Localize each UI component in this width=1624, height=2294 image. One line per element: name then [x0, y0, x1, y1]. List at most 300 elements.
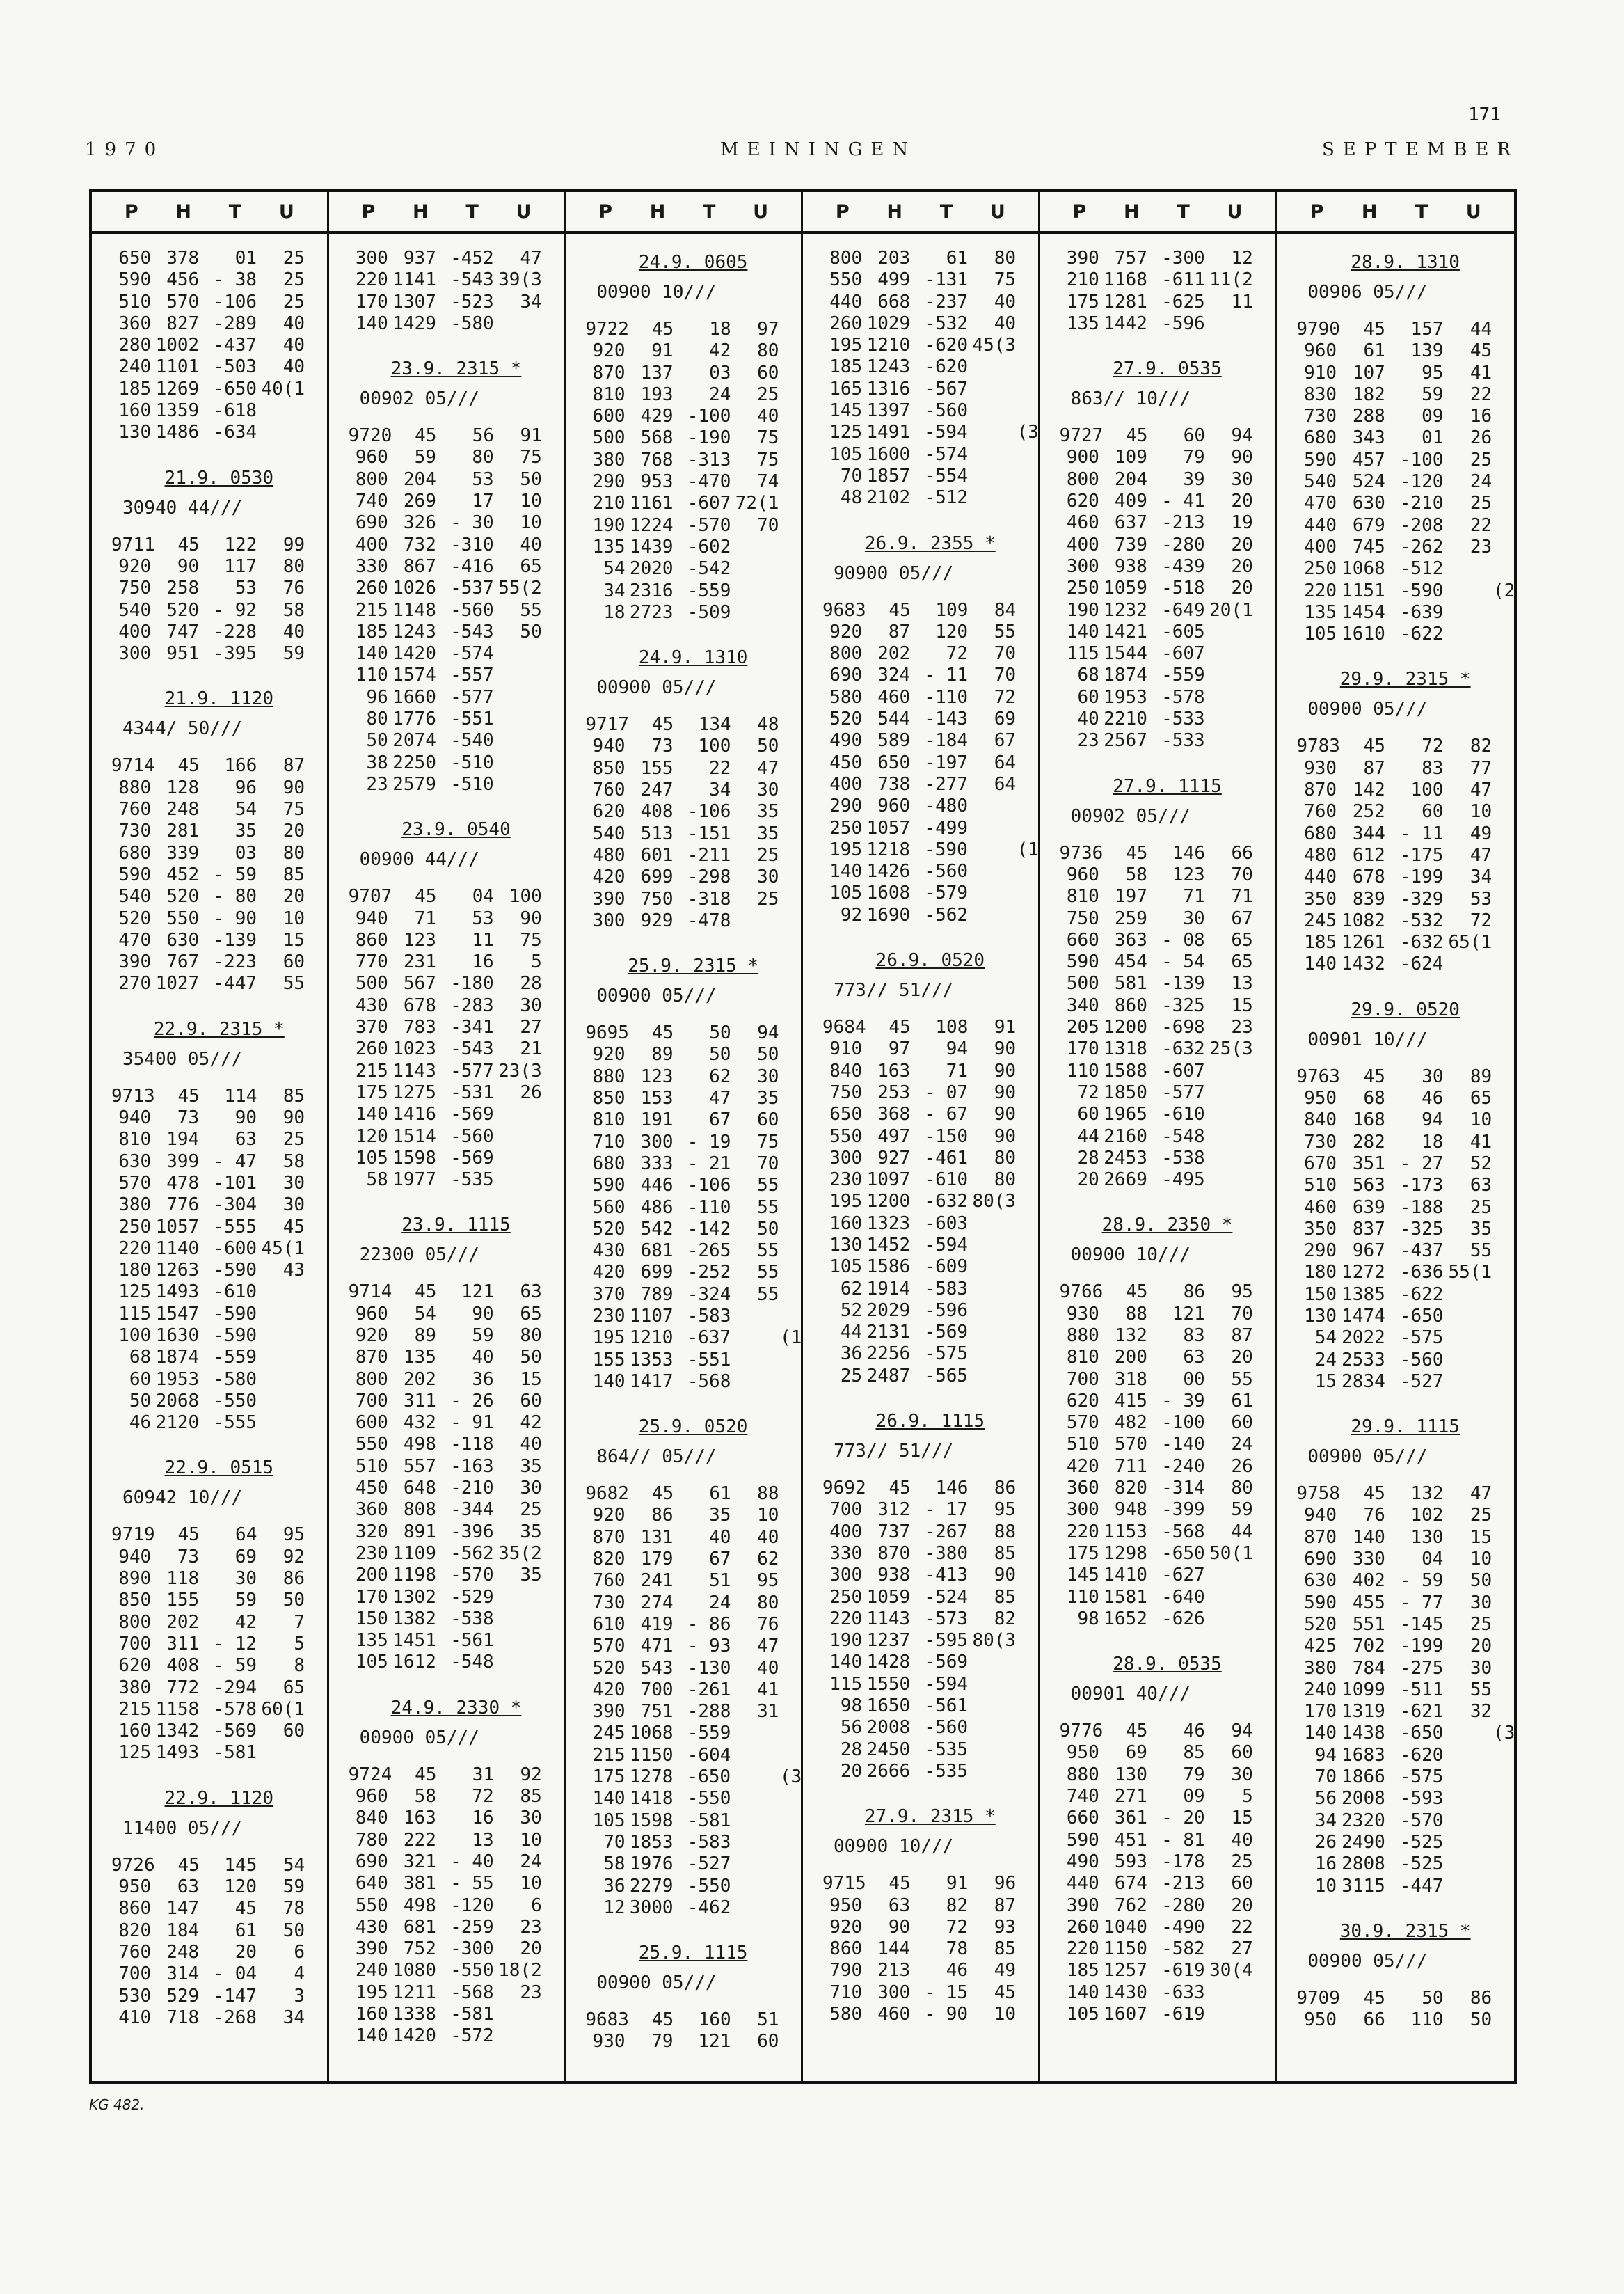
table-cell	[542, 752, 564, 774]
table-cell: 247	[640, 780, 674, 801]
table-row	[822, 687, 1038, 709]
table-cell	[1443, 1350, 1492, 1371]
table-row	[111, 951, 327, 973]
table-cell: 40	[282, 313, 305, 334]
table-cell: - 93	[687, 1636, 731, 1657]
table-cell: 9724	[348, 1764, 392, 1785]
table-cell: -611	[1161, 269, 1205, 291]
table-cell	[542, 1608, 564, 1630]
table-cell: 30	[1231, 468, 1253, 490]
table-cell: 60	[1231, 1742, 1253, 1764]
table-cell: -199	[1399, 867, 1444, 888]
table-cell: 860	[118, 1898, 152, 1920]
table-cell	[494, 730, 542, 752]
table-cell: -188	[1399, 1196, 1444, 1218]
table-cell: - 92	[213, 599, 257, 621]
table-row	[1296, 910, 1514, 932]
sounding-code: 4344/ 50///	[122, 718, 243, 740]
table-cell: 179	[640, 1549, 674, 1570]
table-cell: 1141	[392, 269, 436, 291]
table-cell	[1016, 1279, 1038, 1300]
table-cell: 490	[829, 730, 863, 752]
table-cell	[1492, 1240, 1514, 1262]
table-cell: 1068	[1342, 558, 1385, 580]
table-row	[349, 1917, 564, 1938]
table-cell	[542, 1434, 564, 1455]
table-cell	[1492, 493, 1514, 514]
table-cell: 2008	[866, 1717, 911, 1739]
table-cell: 69	[1125, 1742, 1147, 1764]
table-cell: 20	[1231, 1894, 1253, 1916]
table-cell: -561	[450, 1630, 494, 1652]
table-cell: -594	[924, 1673, 969, 1695]
table-cell: -535	[450, 1169, 494, 1191]
table-cell: 870	[592, 1526, 626, 1548]
table-cell	[779, 1505, 801, 1526]
table-cell	[1253, 1521, 1275, 1543]
table-cell: 245	[592, 1723, 626, 1744]
table-cell	[1253, 1742, 1275, 1764]
table-cell	[257, 1281, 305, 1303]
table-cell: -145	[1399, 1613, 1444, 1635]
table-cell: -510	[450, 752, 494, 773]
table-cell: 1243	[392, 621, 436, 642]
table-cell: 46	[129, 1412, 152, 1434]
table-row	[349, 1104, 564, 1125]
table-cell: 35	[757, 801, 779, 823]
table-cell: -106	[213, 291, 257, 313]
table-cell: 590	[592, 1175, 626, 1196]
table-cell	[542, 930, 564, 951]
table-cell: 680	[1304, 823, 1337, 844]
table-cell	[779, 515, 801, 537]
table-cell: 258	[166, 578, 200, 599]
table-row	[822, 313, 1038, 335]
table-cell	[305, 843, 327, 864]
table-cell: 260	[829, 313, 863, 334]
table-cell: 1316	[866, 378, 911, 400]
table-cell: 30	[757, 1066, 779, 1087]
table-cell: 9719	[111, 1524, 155, 1546]
table-cell	[305, 1151, 327, 1173]
table-cell: -395	[213, 643, 257, 665]
table-cell: 300	[1066, 1499, 1099, 1521]
table-cell: 204	[403, 468, 436, 490]
table-cell: 290	[829, 796, 863, 817]
table-row	[1060, 1587, 1275, 1608]
table-row	[1060, 665, 1275, 686]
table-row	[349, 1082, 564, 1104]
table-row	[111, 1260, 327, 1281]
table-cell: 168	[1352, 1109, 1385, 1131]
table-row	[585, 1483, 801, 1505]
table-cell: -610	[1161, 1104, 1205, 1125]
table-cell: 1486	[155, 422, 200, 443]
table-cell: 91	[651, 340, 674, 362]
table-cell	[1492, 1679, 1514, 1701]
table-cell: 1278	[629, 1766, 674, 1788]
table-row	[1060, 535, 1275, 556]
table-row	[1296, 1810, 1514, 1832]
table-cell: 680	[592, 1153, 626, 1174]
table-cell	[779, 1306, 801, 1327]
table-cell: 250	[829, 817, 863, 839]
table-cell: 690	[355, 512, 388, 534]
table-cell: 415	[1114, 1390, 1147, 1411]
table-cell: -559	[687, 1723, 731, 1744]
table-cell: 30	[282, 1194, 305, 1216]
table-cell: 274	[640, 1592, 674, 1613]
table-cell	[542, 248, 564, 269]
table-cell: 87	[1231, 1324, 1253, 1346]
table-cell: -559	[687, 580, 731, 601]
table-cell: 620	[1066, 491, 1099, 512]
table-cell	[1016, 1256, 1038, 1278]
table-row	[822, 248, 1038, 269]
table-cell	[1016, 1565, 1038, 1586]
table-row	[1296, 1219, 1514, 1240]
table-cell	[305, 1281, 327, 1303]
table-cell	[731, 1897, 779, 1919]
table-cell	[305, 1876, 327, 1898]
table-cell: 430	[592, 1240, 626, 1262]
table-cell: 220	[1066, 1521, 1099, 1542]
table-cell: 55	[757, 1196, 779, 1218]
table-cell: -525	[1399, 1831, 1444, 1853]
table-cell: 34	[709, 780, 731, 801]
table-cell: 860	[355, 929, 388, 951]
table-cell	[542, 1061, 564, 1082]
table-cell: 40	[757, 1657, 779, 1679]
table-cell: 30	[1183, 908, 1205, 929]
table-cell: 25	[520, 1499, 542, 1521]
table-cell: -624	[1399, 954, 1444, 975]
table-cell: 730	[1304, 406, 1337, 427]
table-cell	[1253, 1038, 1275, 1060]
table-cell: 1451	[392, 1630, 436, 1652]
table-cell	[779, 319, 800, 340]
table-row	[1060, 1169, 1275, 1191]
table-cell: -140	[1161, 1434, 1205, 1455]
table-cell	[542, 1304, 564, 1325]
table-cell: 9726	[111, 1854, 155, 1876]
table-cell: -325	[1161, 995, 1205, 1016]
table-cell: 9682	[585, 1483, 629, 1505]
table-cell: -380	[924, 1542, 969, 1564]
table-cell: - 81	[1161, 1829, 1205, 1851]
table-cell: 2131	[866, 1322, 911, 1343]
table-cell: 300	[118, 643, 152, 665]
table-cell	[305, 1634, 327, 1655]
table-cell: 1491	[866, 422, 911, 443]
table-cell: - 55	[450, 1873, 494, 1894]
table-cell: 660	[1066, 1807, 1099, 1829]
table-cell: 420	[1066, 1455, 1099, 1477]
table-cell: 72(1	[735, 493, 779, 514]
table-cell: 540	[592, 823, 626, 844]
table-cell: 86	[651, 1505, 674, 1526]
table-cell: 800	[118, 1611, 152, 1633]
table-cell	[305, 799, 327, 821]
table-cell: -199	[1399, 1636, 1444, 1657]
table-cell: 1588	[1104, 1060, 1147, 1082]
table-cell: 190	[829, 1630, 863, 1652]
table-cell: -574	[450, 643, 494, 665]
table-row	[585, 1527, 801, 1549]
table-cell	[305, 1086, 326, 1107]
table-cell: 144	[877, 1938, 911, 1960]
table-cell: 220	[1304, 580, 1337, 601]
table-cell: -237	[924, 291, 969, 313]
table-cell: 10	[520, 512, 542, 534]
table-cell: 85	[1183, 1742, 1205, 1764]
table-cell: 45	[889, 1873, 911, 1894]
table-cell: -632	[1161, 1038, 1205, 1060]
table-row	[585, 1262, 801, 1283]
table-cell: 130	[1114, 1764, 1147, 1785]
table-cell: 140	[1352, 1526, 1385, 1548]
table-cell: -540	[450, 730, 494, 752]
table-cell	[1492, 1832, 1514, 1853]
sounding-title: 26.9. 2355 *	[864, 532, 996, 554]
table-cell: 80	[282, 555, 305, 577]
table-cell: 40	[994, 313, 1017, 334]
table-cell: 820	[1114, 1478, 1147, 1499]
table-cell: 55	[757, 1175, 779, 1196]
table-cell: 1168	[1104, 269, 1147, 291]
table-row	[585, 537, 801, 558]
table-cell: 1652	[1104, 1608, 1147, 1629]
table-cell: 19	[1231, 512, 1253, 534]
table-cell	[1492, 758, 1514, 780]
table-cell: 56	[472, 425, 495, 447]
table-cell	[305, 1963, 327, 1985]
table-cell: 640	[355, 1873, 388, 1894]
table-cell	[542, 491, 564, 512]
column-header-label: U	[1227, 200, 1243, 223]
table-cell	[305, 930, 327, 951]
table-cell: 938	[1114, 555, 1147, 577]
table-cell: -570	[450, 1565, 494, 1586]
table-cell: 45	[177, 534, 200, 555]
table-cell: 135	[1304, 601, 1337, 623]
table-cell: 1420	[392, 643, 436, 665]
table-cell: 35	[520, 1521, 542, 1542]
table-row	[111, 1304, 327, 1325]
table-cell	[494, 1126, 542, 1148]
table-cell: 5	[294, 1633, 305, 1654]
column-header	[803, 192, 1038, 234]
table-row	[111, 400, 327, 422]
table-cell: 20(1	[1209, 599, 1253, 621]
table-cell: 450	[355, 1478, 388, 1499]
table-cell: 678	[403, 995, 436, 1016]
table-cell: 2834	[1342, 1370, 1385, 1392]
table-row	[585, 1505, 801, 1526]
table-cell: 1143	[392, 1060, 436, 1082]
table-cell	[1443, 1832, 1492, 1853]
table-row	[585, 1766, 801, 1788]
table-row	[349, 1764, 564, 1786]
table-cell: 62	[757, 1549, 779, 1570]
table-cell: 1150	[629, 1744, 674, 1766]
table-cell: (3	[1492, 1723, 1515, 1744]
table-cell: 23	[520, 1916, 542, 1938]
table-cell: 1224	[629, 514, 674, 536]
table-cell: -577	[1161, 1082, 1205, 1103]
table-cell: -538	[1161, 1147, 1205, 1169]
table-cell	[1492, 1284, 1514, 1306]
table-cell: 180	[1304, 1262, 1337, 1283]
table-cell: -535	[924, 1760, 969, 1782]
table-cell: 1059	[866, 1586, 911, 1608]
table-cell: 499	[877, 269, 911, 291]
sounding-code: 00900 10///	[834, 1836, 954, 1858]
table-cell	[542, 1369, 564, 1391]
table-cell: 44	[840, 1322, 863, 1343]
table-cell	[305, 1260, 327, 1281]
table-row	[349, 578, 564, 599]
table-cell: -580	[450, 313, 494, 334]
table-cell: 1630	[155, 1324, 200, 1346]
table-cell	[305, 1217, 327, 1238]
table-row	[111, 1391, 327, 1412]
table-row	[1296, 1066, 1514, 1088]
table-cell: 157	[1410, 319, 1444, 340]
table-row	[1296, 363, 1514, 384]
table-cell	[257, 1347, 305, 1368]
table-cell: 20	[282, 886, 305, 908]
table-cell: 31	[472, 1764, 495, 1785]
table-cell: 2723	[629, 601, 674, 623]
table-cell: -130	[687, 1657, 731, 1679]
table-cell	[779, 867, 801, 888]
table-cell: 1866	[1342, 1766, 1385, 1788]
table-cell	[1253, 469, 1275, 491]
table-cell: 1342	[155, 1721, 200, 1742]
table-cell: 542	[640, 1218, 674, 1240]
table-cell: 60	[1077, 1104, 1099, 1125]
table-row	[1296, 1327, 1514, 1349]
table-cell: -439	[1161, 555, 1205, 577]
table-row	[585, 1219, 801, 1240]
table-cell: 419	[640, 1613, 674, 1635]
table-cell	[542, 1412, 564, 1434]
table-row	[1060, 622, 1275, 643]
table-row	[111, 864, 327, 886]
table-cell: 38	[366, 752, 388, 773]
table-cell: -163	[450, 1455, 494, 1477]
table-cell	[1016, 1126, 1038, 1148]
table-cell	[257, 1325, 305, 1347]
table-cell: 40	[282, 621, 305, 642]
table-row	[1296, 867, 1514, 888]
table-cell	[968, 1717, 1016, 1739]
table-cell: 60	[1183, 425, 1206, 447]
table-cell: 25	[757, 844, 779, 866]
table-cell: 90	[1231, 447, 1253, 468]
table-cell: 195	[829, 839, 863, 860]
table-cell	[1253, 730, 1275, 752]
table-cell: 55	[1231, 1368, 1253, 1390]
table-cell	[779, 1219, 801, 1240]
table-cell: -568	[1161, 1521, 1205, 1542]
table-row	[349, 1873, 564, 1894]
table-cell: 80	[1231, 1478, 1253, 1499]
table-cell: - 86	[687, 1613, 731, 1635]
table-cell: 135	[1066, 313, 1099, 334]
table-cell: 950	[1066, 1742, 1099, 1764]
table-cell: 550	[829, 1125, 863, 1147]
table-cell: 870	[877, 1542, 911, 1564]
footer-code: KG 482.	[89, 2096, 145, 2113]
table-row	[1296, 406, 1514, 427]
table-cell: 44	[1077, 1125, 1099, 1147]
table-cell: 1261	[1342, 932, 1385, 954]
table-cell: -620	[924, 335, 969, 356]
table-row	[1060, 469, 1275, 491]
table-cell: 72	[1422, 736, 1444, 757]
table-row	[585, 406, 801, 427]
table-cell	[1016, 1895, 1038, 1917]
table-row	[1296, 624, 1514, 645]
table-cell: 1040	[1104, 1916, 1147, 1938]
table-cell: 87	[994, 1894, 1017, 1916]
table-row	[349, 665, 564, 686]
table-cell: 59	[282, 1876, 305, 1898]
table-cell: 690	[829, 665, 863, 686]
table-cell	[968, 905, 1016, 926]
table-cell: -550	[450, 1960, 494, 1981]
table-cell: 827	[166, 313, 200, 334]
table-cell: 91	[994, 1017, 1017, 1038]
table-cell: -470	[687, 471, 731, 493]
table-cell: 30	[282, 1172, 305, 1194]
table-cell: 170	[1066, 1038, 1099, 1060]
table-cell	[968, 444, 1016, 466]
table-cell	[1492, 1614, 1514, 1636]
table-cell	[542, 1587, 564, 1608]
table-cell: 1101	[155, 356, 200, 378]
table-cell: 15	[1231, 995, 1253, 1016]
table-cell	[968, 400, 1016, 422]
table-column	[1040, 192, 1277, 2081]
table-cell: 43	[282, 1260, 305, 1281]
table-cell: 74	[757, 471, 779, 493]
table-cell: 6	[294, 1941, 305, 1963]
table-cell: 28	[520, 973, 542, 995]
table-cell: 520	[592, 1218, 626, 1240]
table-cell: -142	[687, 1218, 731, 1240]
table-cell: 732	[403, 534, 436, 555]
table-cell	[1492, 1549, 1514, 1570]
table-cell: 390	[118, 951, 152, 973]
table-cell: - 77	[1399, 1592, 1444, 1613]
table-cell: 52	[1470, 1153, 1492, 1174]
table-cell: 620	[1066, 1390, 1099, 1411]
table-row	[822, 709, 1038, 730]
table-cell	[1492, 1701, 1514, 1723]
table-cell: 90	[282, 777, 305, 798]
table-cell	[305, 908, 327, 930]
table-cell: 1874	[155, 1347, 200, 1368]
table-cell: 1417	[629, 1370, 674, 1392]
table-cell	[1253, 622, 1275, 643]
table-row	[111, 1942, 327, 1963]
table-cell: 185	[1304, 932, 1337, 954]
table-cell: 380	[118, 1194, 152, 1216]
table-cell: -582	[1161, 1938, 1205, 1960]
